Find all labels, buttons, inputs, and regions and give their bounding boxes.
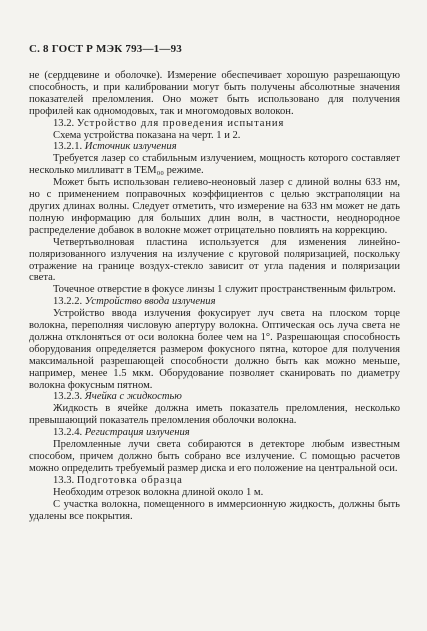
- subsection-number: 13.2.2.: [53, 296, 83, 308]
- subsection-title: Регистрация излучения: [84, 427, 190, 439]
- page-header: С. 8 ГОСТ Р МЭК 793—1—93: [29, 43, 182, 55]
- subsection-number: 13.2.3.: [53, 391, 83, 403]
- subsection-heading: [29, 141, 400, 153]
- paragraph: Четвертьволновая пластина используется для изменения линейно-поляризованного излучения на излучение с круговой поляризацией, поскольку отражение на границе воздух-стекло зависит от угла падения и поляризации света.: [29, 236, 400, 284]
- subsection-heading: [29, 391, 400, 403]
- paragraph: Схема устройства показана на черт. 1 и 2.: [53, 129, 241, 141]
- subsection-number: 13.2.1.: [53, 141, 83, 153]
- section-title: Устройство для проведения испытания: [76, 117, 285, 129]
- subsection-title: Устройство ввода излучения: [84, 296, 216, 308]
- paragraph: Может быть использован гелиево-неоновый лазер с длиной волны 633 нм, но с применением поправочных коэффициентов с целью экстраполяции на других длинах волны. Следует отметить, что измерение на 633 нм может не дать полную информацию для больших длин волн, в частности, неоднородное распределение добавок в волокне может отрицательно повлиять на коррекцию.: [29, 177, 400, 236]
- section-heading: [29, 118, 400, 130]
- subsection-title: Источник излучения: [84, 141, 177, 153]
- paragraph: С участка волокна, помещенного в иммерсионную жидкость, должны быть удалены все покрытия.: [29, 498, 400, 522]
- subsection-title: Ячейка с жидкостью: [84, 391, 182, 403]
- paragraph: Требуется лазер со стабильным излучением, мощность которого составляет несколько милливатт в TEM₀₀ режиме.: [29, 153, 400, 177]
- paragraph: Необходим отрезок волокна длиной около 1 м.: [53, 486, 264, 498]
- section-title: Подготовка образца: [76, 474, 183, 486]
- subsection-heading: [29, 296, 400, 308]
- section-number: 13.3.: [53, 474, 75, 486]
- section-number: 13.2.: [53, 117, 75, 129]
- subsection-heading: [29, 427, 400, 439]
- paragraph: Точечное отверстие в фокусе линзы 1 служит пространственным фильтром.: [53, 284, 396, 296]
- subsection-number: 13.2.4.: [53, 427, 83, 439]
- paragraph: Жидкость в ячейке должна иметь показатель преломления, несколько превышающий показатель преломления оболочки волокна.: [29, 403, 400, 427]
- paragraph: Устройство ввода излучения фокусирует луч света на плоском торце волокна, переполняя числовую апертуру волокна. Оптическая ось луча света не должна отклоняться от оси волокна более чем на 1°. Разрешающая способность оборудования определяется размером фокусного пятна, которое для получения максимальной разрешающей способности должно быть как можно меньше, например, менее 1.5 мкм. Оборудование позволяет сканировать по диаметру волокна фокусным пятном.: [29, 308, 400, 391]
- document-body: [29, 70, 400, 522]
- paragraph: не (сердцевине и оболочке). Измерение обеспечивает хорошую разрешающую способность, и при калибровании могут быть получены абсолютные значения показателей преломления. Оно может быть использовано для получения профилей как одномодовых, так и многомодовых волокон.: [29, 70, 400, 117]
- section-heading: [29, 475, 400, 487]
- paragraph: Преломленные лучи света собираются в детекторе любым известным способом, причем должно быть собрано все излучение. С помощью расчетов можно определить требуемый размер диска и его положение на центральной оси.: [29, 439, 400, 474]
